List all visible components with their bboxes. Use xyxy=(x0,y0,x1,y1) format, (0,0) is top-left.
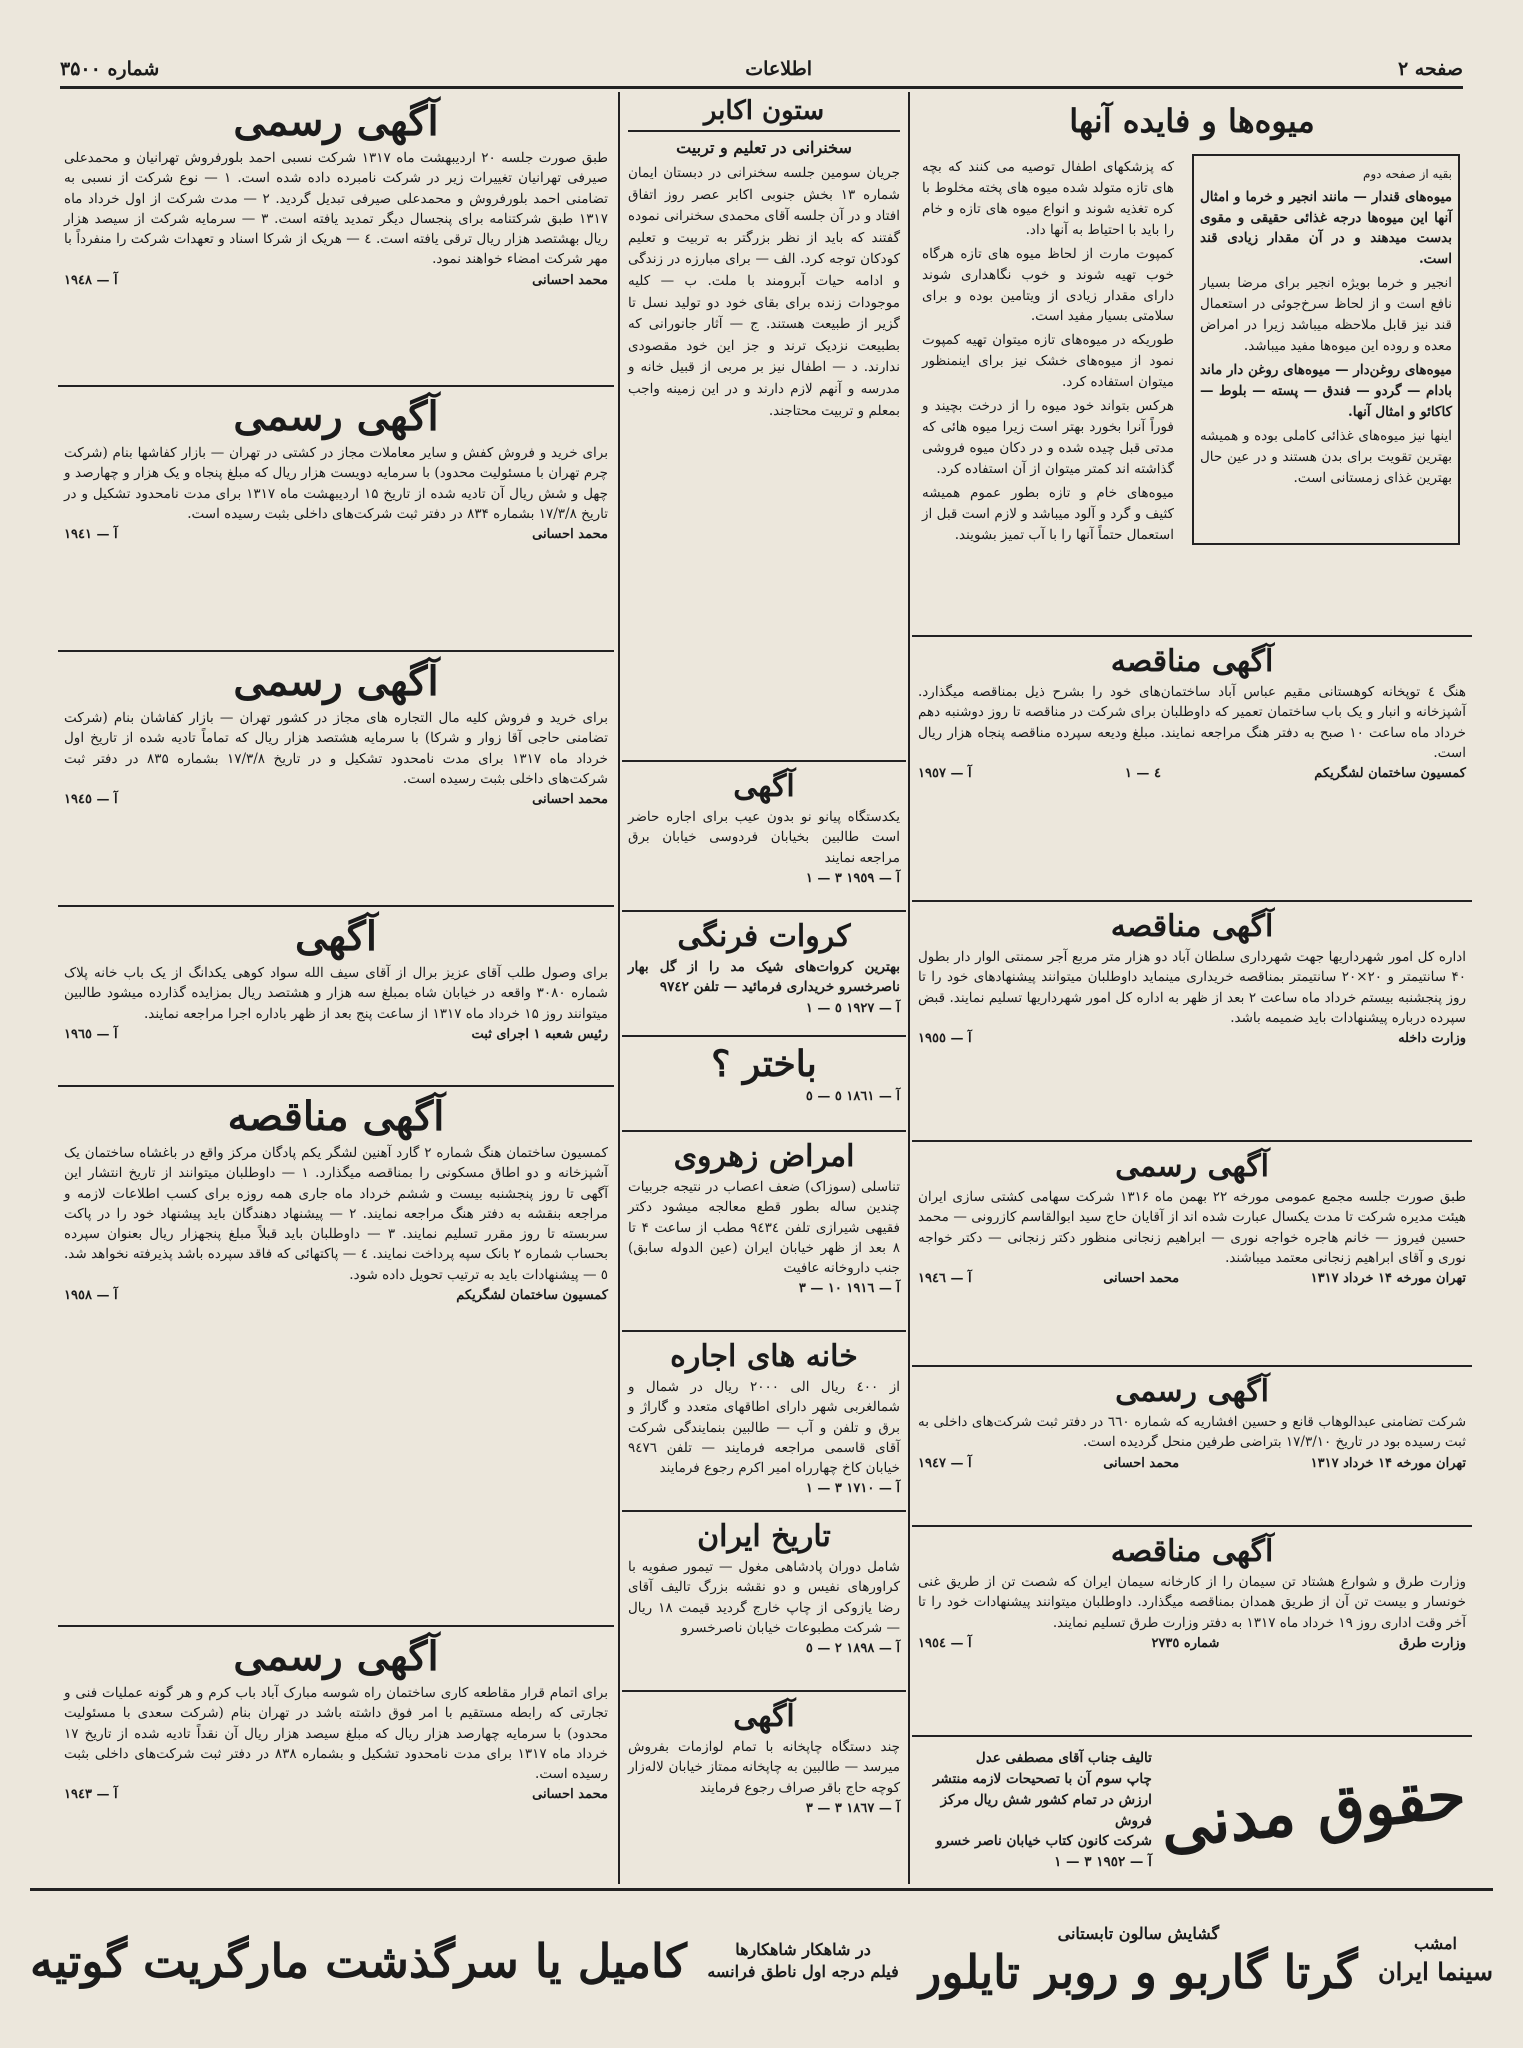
right-column xyxy=(912,92,1472,1884)
ad-text: تناسلی (سوزاک) ضعف اعصاب در نتیجه جربیات چندین ساله بطور قطع معالجه میشود دکتر فقیهی شیرازی تلفن ٩٤٣٤ مطب از ساعت ۴ تا ۸ بعد از ظهر خیابان ایران (عین الدوله سابق) جنب داروخانه عافیت xyxy=(628,1179,900,1276)
ad-signature: وزارت داخله xyxy=(1398,1031,1466,1046)
classified-ad xyxy=(622,1132,906,1332)
ad-heading: آگهی مناقصه xyxy=(1110,644,1274,679)
issue-number: شماره ۳۵۰۰ xyxy=(60,58,160,80)
ad-heading: آگهی رسمی xyxy=(233,658,439,705)
ad-heading: خانه های اجاره xyxy=(670,1339,858,1374)
cinema-banner xyxy=(30,1888,1493,2031)
ad-signature: کمسیون ساختمان لشگریکم xyxy=(1314,766,1466,781)
official-ad xyxy=(912,1367,1472,1527)
book-seller: شرکت کانون کتاب خیابان ناصر خسرو xyxy=(935,1833,1152,1850)
speech-title: سخنرانی در تعلیم و تربیت xyxy=(676,138,852,157)
ad-text: از ٤٠٠ ریال الی ٢٠٠٠ ریال در شمال و شمالغربی شهر دارای اطاقهای متعدد و گاراژ و برق و تلفن و آب — طالبین بنمایندگی شرکت آقای قاسمی مراجعه فرمایند — تلفن ٩٤٧٦ خیابان کاخ چهارراه امیر اکرم رجوع فرمایند xyxy=(628,1379,900,1476)
ad-number: آ — ١٩٤٥ xyxy=(64,792,118,807)
fruit-article xyxy=(912,92,1472,637)
ad-footer: آ — ١٩٢٧ ٥ — ١ xyxy=(805,1000,900,1016)
ad-heading: آگهی xyxy=(295,913,377,960)
page-number: صفحه ۲ xyxy=(1397,58,1463,80)
article-paragraph: میوه‌های قندار — مانند انجیر و خرما و امثال آنها این میوه‌ها درجه غذائی حقیقی و مقوی بدست میدهند و در آن مقدار زیادی قند است. xyxy=(1200,188,1452,268)
cinema-name: سینما ایران xyxy=(1377,1957,1493,1987)
ad-number: آ — ١٩٤٣ xyxy=(64,1787,118,1803)
ad-heading: آگهی رسمی xyxy=(233,98,439,145)
ad-signature: وزارت طرق xyxy=(1399,1635,1466,1651)
ad-text: برای وصول طلب آقای عزیز برال از آقای سیف الله سواد کوهی یکدانگ از یک باب خانه پلاک شماره ۳۰۸۰ واقعه در خیابان شاه بمبلغ سه هزار و هشتصد ریال بمزایده گذارده میشود طالبین میتوانند روز ۱۵ خرداد ماه ۱۳۱۷ از ساعت پنج بعد از ظهر باداره اجرا مراجعه نمایند. xyxy=(64,965,608,1022)
classified-ad xyxy=(622,762,906,912)
ad-heading: باختر ؟ xyxy=(711,1043,817,1085)
article-boxed-section xyxy=(1192,154,1460,545)
official-ad xyxy=(58,652,614,907)
ad-signature: محمد احسانی xyxy=(532,792,608,807)
ad-number: آ — ١٩٤٨ xyxy=(64,272,118,288)
ad-footer xyxy=(64,273,608,288)
book-edition: چاپ سوم آن با تصحیحات لازمه منتشر xyxy=(932,1770,1152,1787)
ad-footer xyxy=(918,1031,1466,1046)
newspaper-name: اطلاعات xyxy=(745,58,813,80)
tender-ad xyxy=(912,1527,1472,1737)
ad-number: آ — ١٩٥٥ xyxy=(918,1031,972,1046)
ad-heading: آگهی رسمی xyxy=(233,393,439,440)
film-note: فیلم درجه اول ناطق فرانسه xyxy=(707,1962,899,1981)
middle-column xyxy=(622,92,906,1884)
ad-heading: کروات فرنگی xyxy=(677,919,851,954)
cinema-notes xyxy=(707,1939,898,1984)
ad-footer: آ — ١٧١٠ ٣ — ١ xyxy=(805,1481,900,1497)
ad-text: برای خرید و فروش کفش و سایر معاملات مجاز در کشتی در تهران — بازار کفاشها بنام (شرکت چرم تهران با مسئولیت محدود) با سرمایه دویست هزار ریال که مبلغ پنجاه و یک هزار و چهارصد و چهل و شش ریال آن تادیه شده از تاریخ ۱۵ اردیبهشت ماه ۱۳۱۷ برای مدت نامحدود تشکیل و در تاریخ ۱۷/۳/۸ بشماره ۸۳۴ در دفتر ثبت شرکت‌های داخلی بثبت رسیده است. xyxy=(64,445,608,522)
ad-signature: محمد احسانی xyxy=(532,1787,608,1803)
ad-text: طبق صورت جلسه مجمع عمومی مورخه ۲۲ بهمن ماه ۱۳۱۶ شرکت سهامی کشتی سازی ایران هیئت مدیره شرکت تا مدت یکسال عبارت شده اند از آقایان حاج سید ابوالقاسم کازرونی — محمد حسین فیروز — خانم هاجره خواجه نوری — ابراهیم زنجانی منظور دکتر زنجانی — دکتر خواجه نوری و آقای ابراهیم زنجانی معتمد میباشند. xyxy=(918,1189,1466,1266)
ad-heading: آگهی xyxy=(733,769,795,804)
ad-heading: آگهی مناقصه xyxy=(1110,909,1274,944)
ad-signature: محمد احسانی xyxy=(532,272,608,288)
opening-note: گشایش سالون تابستانی xyxy=(1057,1923,1220,1943)
ad-number: آ — ١٩٤٦ xyxy=(918,1271,972,1286)
ad-text: برای خرید و فروش کلیه مال التجاره های مجاز در کشور تهران — بازار کفاشان بنام (شرکت تضامنی حاجی آقا زوار و شرکا) با سرمایه هشتصد هزار ریال که تماماً تادیه شده از تاریخ اول خرداد ماه ۱۳۱۷ برای مدت نامحدود تشکیل و در تاریخ ۱۷/۳/۸ بشماره ۸۳۵ در دفتر ثبت شرکت‌های داخلی بثبت رسیده است. xyxy=(64,710,608,787)
ad-number: آ — ١٩٥٧ xyxy=(918,766,972,781)
ad-date: تهران مورخه ۱۴ خرداد ۱۳۱۷ xyxy=(1310,1271,1466,1286)
ad-footer xyxy=(64,1027,608,1042)
ad-number: آ — ١٩٥٤ xyxy=(918,1635,972,1651)
ad-heading: آگهی مناقصه xyxy=(227,1093,445,1140)
official-ad xyxy=(58,387,614,652)
book-price: ارزش در تمام کشور شش ریال مرکز فروش xyxy=(940,1791,1152,1829)
ad-signature: رئیس شعبه ۱ اجرای ثبت xyxy=(471,1026,608,1042)
column-title: ستون اکابر xyxy=(628,96,900,132)
ad-text: چند دستگاه چاپخانه با تمام لوازمات بفروش میرسد — طالبین به چاپخانه ممتاز خیابان لاله‌زار کوچه حاج باقر صراف رجوع فرمایند xyxy=(628,1739,900,1796)
article-paragraph: اینها نیز میوه‌های غذائی کاملی بوده و همیشه بهترین تقویت برای بدن هستند و در عین حال بهترین غذای زمستانی است. xyxy=(1200,427,1452,486)
ad-footer: آ — ١٨٩٨ ٢ — ٥ xyxy=(805,1641,900,1656)
cinema-stars: گرتا گاربو و روبر تایلور xyxy=(919,1945,1358,2000)
article-paragraph: که پزشکهای اطفال توصیه می کنند که بچه های تازه متولد شده میوه های پخته مخلوط با کره تغذیه شوند و انواع میوه های تازه و خام را باید با احتیاط به آنها داد. xyxy=(922,159,1174,238)
ad-signature: محمد احسانی xyxy=(1103,1455,1180,1471)
article-paragraph: طوریکه در میوه‌های تازه میتوان تهیه کمپوت نمود از میوه‌های خشک نیز برای اینمنظور میتوان استفاده کرد. xyxy=(922,332,1174,391)
cinema-info xyxy=(1378,1933,1493,1989)
ad-footer: آ — ١٨٦١ ٥ — ٥ xyxy=(805,1088,900,1104)
ad-footer xyxy=(918,766,1466,781)
ad-signature: محمد احسانی xyxy=(1103,1271,1180,1286)
film-title: کامیل یا سرگذشت مارگریت گوتیه xyxy=(30,1934,687,1988)
adult-column xyxy=(622,92,906,762)
article-paragraph: انجیر و خرما بویژه انجیر برای مرضا بسیار نافع است و از لحاظ سرخ‌جوئی در استعمال قند نیز قابل ملاحظه میباشد زیرا در امراض معده و روده این میوه‌ها مفید میباشد. xyxy=(1200,275,1452,355)
book-details xyxy=(918,1748,1152,1874)
ad-footer xyxy=(64,792,608,807)
article-title: میوه‌ها و فایده آنها xyxy=(1069,102,1315,140)
article-paragraph: میوه‌های روغن‌دار — میوه‌های روغن دار ماند بادام — گردو — فندق — پسته — بلوط — کاکائو و امثال آنها. xyxy=(1200,361,1452,420)
ad-code: شماره ٢٧٣٥ xyxy=(1151,1635,1220,1651)
ad-footer: آ — ١٨٦٧ ٣ — ٣ xyxy=(805,1800,900,1816)
ad-text: کمسیون ساختمان هنگ شماره ۲ گارد آهنین لشگر یکم پادگان مرکز واقع در باغشاه ساختمان یک آشپزخانه و دو اطاق مسکونی را بمناقصه میگذارد. ١ — داوطلبان میتوانند از تاریخ انتشار این آگهی تا روز پنجشنبه بیست و ششم خرداد ماه جاری همه روزه برای کسب اطلاعات لازمه و مراجعه بنقشه به دفتر هنگ مراجعه نمایند. ٢ — پیشنهاد دهندگان باید پیشنهاد خود را در پاکت سربسته تا روز مقرر تسلیم نمایند. ٣ — داوطلبان باید قبلاً مبلغ پنجهزار ریال بعنوان سپرده بحساب شماره ۲ بانک سپه پرداخت نمایند. ٤ — پاکتهائی که فاقد سپرده باشد پذیرفته نخواهد شد. ٥ — پیشنهادات باید به ترتیب تحویل داده شود. xyxy=(64,1145,608,1283)
ad-heading: تاریخ ایران xyxy=(697,1519,831,1554)
ad-footer xyxy=(918,1456,1466,1471)
ad-text: وزارت طرق و شوارع هشتاد تن سیمان را از کارخانه سیمان ایران که شصت تن از طریق غنی خونسار و بیست تن آن از طریق همدان بمناقصه میگذارد. داوطلبان میتوانند پیشنهادات خود را تا آخر وقت اداری روز ۱۹ خرداد ماه ۱۳۱۷ به دفتر وزارت طرق تسلیم نمایند. xyxy=(918,1574,1466,1631)
auction-ad xyxy=(58,907,614,1087)
ad-footer: آ — ١٩١٦ ١٠ — ٣ xyxy=(798,1281,900,1297)
cinema-stars-block xyxy=(919,1923,1358,1999)
ad-text: اداره کل امور شهرداریها جهت شهرداری سلطان آباد دو هزار متر مربع آجر سمنتی الوار دار بطول ۴۰ سانتیمتر و ۲۰×۲۰ سانتیمتر بمناقصه خریداری مینماید داوطلبان میتوانند پیشنهادهای خود را تا روز پنجشنبه بیستم خرداد ماه ساعت ۲ بعد از ظهر به اداره کل امور شهرداریها تسلیم نمایند. قبض سپرده درباره پیشنهادات باید ضمیمه باشد. xyxy=(918,949,1467,1026)
tender-ad xyxy=(912,902,1472,1142)
ad-text: شرکت تضامنی عبدالوهاب قانع و حسین افشاریه که شماره ٦٦٠ در دفتر ثبت شرکت‌های داخلی به ثبت رسیده بود در تاریخ ۱۷/۳/۱۰ بتراضی طرفین منحل گردیده است. xyxy=(918,1414,1467,1451)
column-rule xyxy=(618,92,620,1884)
ad-heading: آگهی xyxy=(733,1699,795,1734)
ad-text: بهترین کروات‌های شیک مد را از گل بهار ناصرخسرو خریداری فرمائید — تلفن ٩٧٤٢ xyxy=(628,959,900,996)
ad-footer xyxy=(64,1787,608,1802)
article-paragraph: میوه‌های خام و تازه بطور عموم همیشه کثیف و گرد و آلود میباشد و لازم است قبل از استعمال حتماً آنها را با آب تمیز بشویند. xyxy=(922,484,1174,543)
left-column xyxy=(58,92,614,1884)
ad-text: یکدستگاه پیانو نو بدون عیب برای اجاره حاضر است طالبین بخیابان فردوسی خیابان برق مراجعه نمایند xyxy=(628,809,900,866)
book-ad xyxy=(912,1737,1472,1884)
ad-text: هنگ ٤ توپخانه کوهستانی مقیم عباس آباد ساختمان‌های خود را بشرح ذیل بمناقصه میگذارد. آشپزخانه و انبار و یک باب ساختمان تعمیر که داوطلبان برای شرکت در مناقصه تا روز دوشنبه دهم خرداد ماه ساعت ۱۰ صبح به دفتر هنگ مراجعه نمایند. مبلغ ودیعه سپرده مناقصه پنجاه هزار ریال است. xyxy=(918,684,1466,761)
ad-heading: آگهی رسمی xyxy=(1115,1374,1269,1409)
ad-signature: محمد احسانی xyxy=(532,527,608,542)
classified-ad xyxy=(622,1512,906,1692)
ad-heading: آگهی رسمی xyxy=(233,1633,439,1680)
header-rule xyxy=(60,86,1463,89)
official-ad xyxy=(58,1627,614,1884)
ad-date: تهران مورخه ۱۴ خرداد ۱۳۱۷ xyxy=(1310,1455,1466,1471)
classified-ad xyxy=(622,1037,906,1132)
ad-number: آ — ١٩٦٥ xyxy=(64,1026,118,1042)
ad-text: شامل دوران پادشاهی مغول — تیمور صفویه با کراورهای نفیس و دو نقشه بزرگ تالیف آقای رضا یازوکی از چاپ خارج گردید قیمت ۱۸ ریال — شرکت مطبوعات خیابان ناصرخسرو xyxy=(628,1559,900,1636)
ad-signature: کمسیون ساختمان لشگریکم xyxy=(456,1287,608,1303)
ad-footer: آ — ١٩٥٩ ٣ — ١ xyxy=(805,870,900,886)
ad-footer xyxy=(64,527,608,542)
masterpiece-note: در شاهکار شاهکارها xyxy=(735,1939,871,1959)
ad-footer xyxy=(918,1271,1466,1286)
ad-number: آ — ١٩٥٨ xyxy=(64,1287,118,1303)
ad-number: آ — ١٩٤١ xyxy=(64,527,118,542)
article-paragraph: هرکس بتواند خود میوه را از درخت بچیند و فوراً آنرا بخورد بهتر است زیرا میوه هائی که مدتی قبل چیده شده و در دکان میوه فروشی گذاشته اند کمتر میتوان از آن استفاده کرد. xyxy=(922,398,1174,477)
ad-heading: آگهی رسمی xyxy=(1115,1149,1269,1184)
ad-text: برای اتمام قرار مقاطعه کاری ساختمان راه شوسه مبارک آباد باب کرم و هر گونه عملیات فنی و تجارتی که رابطه مستقیم با امر فوق داشته باشد در تهران بنام (شرکت سعدی با مسئولیت محدود) با سرمایه چهارصد هزار ریال که مبلغ سیصد هزار ریال آن نقداً تادیه شده از تاریخ ۱۷ خرداد ماه ۱۳۱۷ برای مدت نامحدود تشکیل و بشماره ۸۳۸ در دفتر ثبت شرکت‌های داخلی بثبت رسیده است. xyxy=(64,1685,608,1782)
article-sub: بقیه از صفحه دوم xyxy=(1362,167,1452,181)
official-ad xyxy=(912,1142,1472,1367)
ad-heading: امراض زهروی xyxy=(673,1139,855,1174)
tender-ad xyxy=(912,637,1472,902)
book-author: تالیف جناب آقای مصطفی عدل xyxy=(975,1749,1152,1766)
ad-footer xyxy=(64,1288,608,1303)
tonight-label: امشب xyxy=(1413,1934,1457,1953)
ad-text: طبق صورت جلسه ۲۰ اردیبهشت ماه ۱۳۱۷ شرکت نسبی احمد بلورفروش تهرانیان و محمدعلی صیرفی تهرانیان تغییرات زیر در شرکت نامبرده داده شده است. ١ — نوع شرکت از نسبی به تضامنی احمد بلورفروش و محمدعلی صیرفی تبدیل گردید. ٢ — مدت شرکت از اول خرداد ماه ۱۳۱۷ طبق شرکتنامه برای پنجسال دیگر تمدید یافته است. ٣ — سرمایه شرکت از سیصد هزار ریال بهشتصد هزار ریال ترقی یافته است. ٤ — هریک از شرکا اسناد و تعهدات شرکت را منفرداً با مهر شرکت امضاء خواهند نمود. xyxy=(64,150,609,268)
classified-ad xyxy=(622,912,906,1037)
book-title: حقوق مدنی xyxy=(1156,1758,1469,1863)
ad-heading: آگهی مناقصه xyxy=(1110,1534,1274,1569)
speech-text: جریان سومین جلسه سخنرانی در دبستان ایمان شماره ۱۳ بخش جنوبی اکابر عصر روز اتفاق افتاد و در آن جلسه آقای محمدی سخنرانی نموده گفتند که باید از نظر بزرگتر به تربیت و تعلیم کودکان توجه کرد. الف — برای مبارزه در زندگی و ادامه حیات آبرومند با ملت. ب — کلیه موجودات زنده برای بقای خود دو تولید نسل تا گزیر از طبیعت هستند. ج — آثار جانورانی که بطبیعت نزدیک ترند و جز این خود مقصودی ندارند. د — اطفال نیز بر مربی از قبیل خانه و مدرسه و آنهم لازم دارند و در این زمینه واجب بمعلم و تربیت محتاجند. xyxy=(628,165,900,419)
ad-number: آ — ١٩٤٧ xyxy=(918,1455,972,1471)
page-header xyxy=(60,52,1463,86)
article-text-section xyxy=(918,150,1178,553)
column-rule xyxy=(908,92,910,1884)
article-paragraph: کمپوت مارت از لحاظ میوه های تازه هرگاه خوب تهیه شوند و خوب نگاهداری شوند دارای مقدار زیادی از ویتامین بوده و برای سلامتی بسیار مفید است. xyxy=(922,245,1174,325)
ad-code: ٤ — ١ xyxy=(1124,766,1161,781)
classified-ad xyxy=(622,1692,906,1884)
classified-ad xyxy=(622,1332,906,1512)
book-footer: آ — ١٩٥٢ ٣ — ١ xyxy=(1054,1854,1152,1871)
official-ad xyxy=(58,92,614,387)
tender-ad xyxy=(58,1087,614,1627)
ad-footer xyxy=(918,1636,1466,1651)
